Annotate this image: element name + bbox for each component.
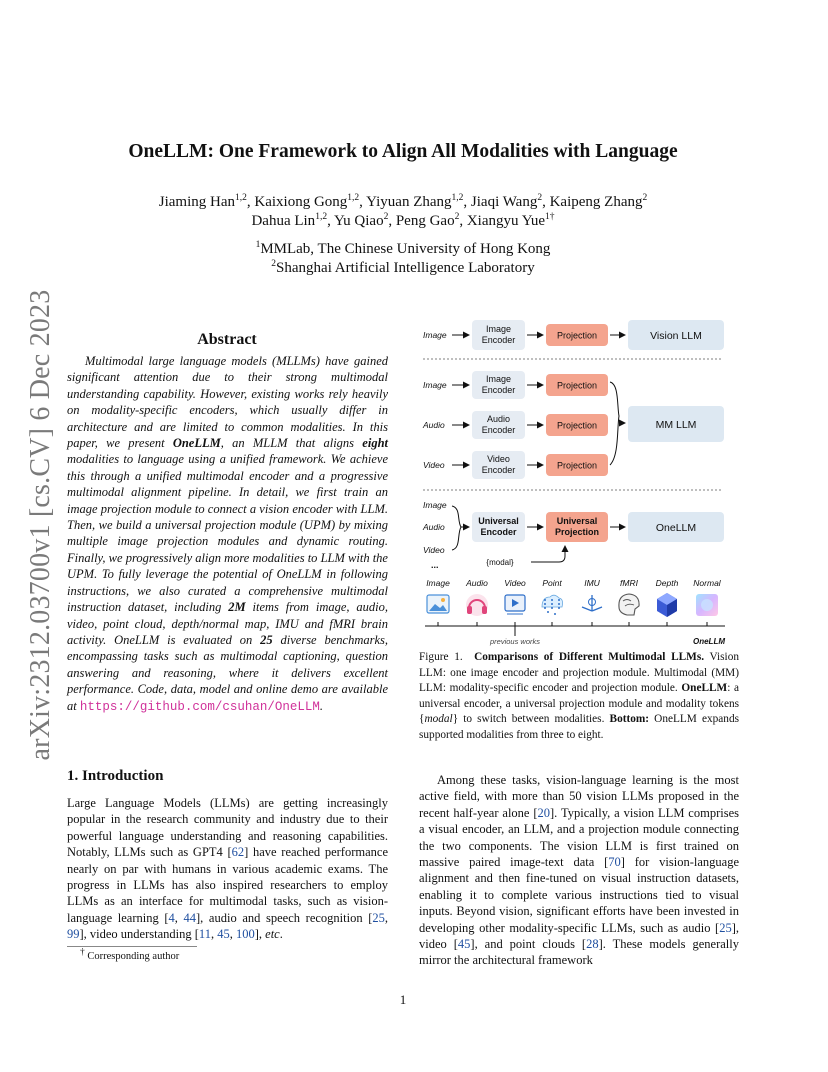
author-affiliation-mark: 2 [537, 193, 543, 203]
llm-label: OneLLM [655, 522, 697, 534]
author-affiliation-mark: 1† [545, 212, 555, 222]
svg-text:Projection: Projection [556, 420, 598, 431]
modality-label: IMU [584, 578, 600, 588]
input-label: Image [423, 330, 447, 340]
point-cloud-icon [542, 595, 563, 615]
modality-row [426, 578, 722, 617]
code-link[interactable]: https://github.com/csuhan/OneLLM [79, 699, 320, 714]
imu-icon [582, 595, 602, 611]
paper-title: OneLLM: One Framework to Align All Modalities with Language [128, 141, 678, 162]
citation[interactable]: 44 [183, 910, 197, 925]
depth-cube-icon [657, 593, 677, 617]
input-label: Audio [423, 420, 445, 430]
modality-label: Point [542, 578, 562, 588]
citation[interactable]: 11 [198, 927, 211, 942]
author-line-1: Jiaming Han$^{1,2}$, Kaixiong Gong$^{1,2}$, Yiyuan Zhang$^{1,2}$, Jiaqi Wang$^2$, Kaipeng Zhang$^2$ [158, 193, 648, 210]
author-name: Peng Gao [395, 213, 455, 229]
normal-map-icon [696, 594, 718, 616]
modality-label: Normal [693, 578, 721, 588]
footnote-rule [67, 946, 197, 947]
video-icon [505, 595, 525, 614]
citation[interactable]: 28 [586, 937, 599, 952]
abstract-heading: Abstract [197, 331, 257, 348]
timeline-left-label: previous works [489, 637, 541, 646]
svg-text:Encoder: Encoder [481, 385, 516, 395]
author-affiliation-mark: 2 [642, 193, 648, 203]
citation[interactable]: 45 [457, 937, 471, 952]
modality-label: Audio [466, 578, 488, 588]
svg-text:Encoder: Encoder [481, 425, 516, 435]
author-name: Dahua Lin [251, 213, 316, 229]
author-name: Kaipeng Zhang [549, 194, 643, 210]
citation[interactable]: 45 [217, 927, 230, 942]
footnote: † Corresponding author [80, 947, 180, 962]
author-name: Xiangyu Yue [466, 213, 546, 229]
llm-label: Vision LLM [650, 330, 702, 342]
modality-label: fMRI [620, 578, 638, 588]
right-column-paragraph: Among these tasks, vision-language learning is the most active field, with more than 50 vision LLMs proposed in the recent half-year alone [20]. Typically, a vision LLM comprises a visual encoder, an LLM, and a projection module connecting the two components. The vision LLM is first trained on massive paired image-text data [70] for vision-language alignment and then fine-tuned on visual instruction datasets, enabling it to complete various instructions tied to visual inputs. Beyond vision, significant efforts have been invested in developing other modality-specific LLMs, such as audio [25], video [45], and point clouds [28]. These models generally mirror the architectural framework [419, 773, 740, 968]
affiliation-1: $^1$MMLab, The Chinese University of Hong Kong [255, 240, 551, 257]
input-label: Video [423, 460, 445, 470]
author-affiliation-mark: 2 [383, 212, 389, 222]
timeline-right-label: OneLLM [693, 637, 725, 646]
svg-text:Video: Video [487, 454, 510, 464]
svg-text:...: ... [431, 560, 439, 570]
svg-text:Encoder: Encoder [480, 527, 517, 537]
author-affiliation-mark: 1,2 [347, 193, 360, 203]
svg-text:Image: Image [423, 500, 447, 510]
author-affiliation-mark: 1,2 [451, 193, 464, 203]
onellm-row [422, 500, 724, 570]
svg-text:Universal: Universal [478, 516, 519, 526]
svg-text:Audio: Audio [423, 522, 445, 532]
svg-text:Universal: Universal [556, 516, 598, 526]
abstract-body: Multimodal large language models (MLLMs) have gained significant attention due to their strong multimodal understanding capability. However, existing works rely heavily on modality-specific encoders, which usually differ in architecture and are limited to common modalities. In this paper, we present OneLLM, an MLLM that aligns eight modalities to language using a unified framework. We achieve this through a unified multimodal encoder and a progressive multimodal alignment pipeline. In detail, we first train an image projection module to connect a vision encoder with LLM. Then, we build a universal projection module (UPM) by mixing multiple image projection modules and dynamic routing. Finally, we progressively align more modalities to LLM with the UPM. To fully leverage the potential of OneLLM in following instructions, we also curated a comprehensive multimodal instruction dataset, including 2M items from image, audio, video, point cloud, depth/normal map, IMU and fMRI brain activity. OneLLM is evaluated on 25 diverse benchmarks, encompassing tasks such as multimodal captioning, question answering and reasoning, where it delivers excellent performance. Code, data, model and online demo are available at https://github.com/csuhan/OneLLM. [67, 354, 388, 714]
citation[interactable]: 70 [608, 855, 621, 870]
vision-llm-row [423, 320, 724, 350]
citation[interactable]: 4 [168, 910, 175, 925]
citation[interactable]: 62 [231, 845, 245, 860]
brain-icon [619, 594, 639, 615]
affiliation-2: $^2$Shanghai Artificial Intelligence Laboratory [271, 259, 535, 276]
author-name: Yiyuan Zhang [366, 194, 452, 210]
encoder-label: Encoder [481, 335, 516, 345]
headphones-icon [466, 594, 488, 616]
author-name: Jiaming Han [158, 194, 235, 210]
arxiv-id: arXiv:2312.03700v1 [cs.CV] 6 Dec 2023 [25, 289, 56, 761]
intro-paragraph: Large Language Models (LLMs) are getting increasingly popular in the research community and industry due to their powerful language understanding and reasoning capabilities. Notably, LLMs such as GPT4 [62] have reached performance nearly on par with humans in various academic exams. The progress in LLMs has also inspired researchers to employ LLMs as an interface for multimodal tasks, such as vision-language learning [4, 44], audio and speech recognition [25, 99], video understanding [11, 45, 100], etc. [67, 796, 389, 942]
section-heading-introduction: 1. Introduction [67, 768, 164, 784]
svg-text:Encoder: Encoder [481, 465, 516, 475]
figure-1-diagram [419, 316, 739, 650]
author-line-2: Dahua Lin$^{1,2}$, Yu Qiao$^2$, Peng Gao$^2$, Xiangyu Yue$^{1\dagger}$ [251, 212, 555, 229]
svg-text:Audio: Audio [486, 414, 511, 424]
encoder-label: Image [485, 324, 512, 334]
author-affiliation-mark: 2 [454, 212, 460, 222]
input-label: Image [423, 380, 447, 390]
citation[interactable]: 25 [372, 910, 385, 925]
author-name: Kaixiong Gong [254, 194, 348, 210]
svg-text:Projection: Projection [556, 380, 598, 391]
author-name: Jiaqi Wang [470, 194, 538, 210]
svg-text:Projection: Projection [554, 527, 600, 537]
llm-label: MM LLM [655, 419, 697, 431]
modality-label: Image [426, 578, 450, 588]
modality-label: Video [504, 578, 526, 588]
author-name: Yu Qiao [334, 213, 384, 229]
arxiv-stamp [23, 290, 59, 760]
projection-label: Projection [556, 330, 598, 341]
svg-text:Image: Image [485, 374, 512, 384]
image-icon [427, 595, 449, 613]
author-affiliation-mark: 1,2 [315, 212, 328, 222]
svg-text:Video: Video [423, 545, 445, 555]
citation[interactable]: 25 [719, 920, 732, 935]
citation[interactable]: 20 [537, 805, 551, 820]
page-number: 1 [399, 992, 407, 1007]
modal-token: {modal} [486, 558, 514, 567]
modality-label: Depth [655, 578, 679, 588]
author-affiliation-mark: 1,2 [235, 193, 247, 203]
citation[interactable]: 100 [235, 927, 255, 942]
citation[interactable]: 99 [67, 927, 80, 942]
figure-caption: Figure 1. Comparisons of Different Multimodal LLMs. Vision LLM: one image encoder and projection module. Multimodal (MM) LLM: modality-specific encoder and projection module. OneLLM: a universal encoder, a universal projection module and modality tokens {modal} to switch between modalities. Bottom: OneLLM expands supported modalities from three to eight. [419, 651, 739, 741]
svg-text:Projection: Projection [556, 460, 598, 471]
mm-llm-rows [422, 371, 724, 479]
